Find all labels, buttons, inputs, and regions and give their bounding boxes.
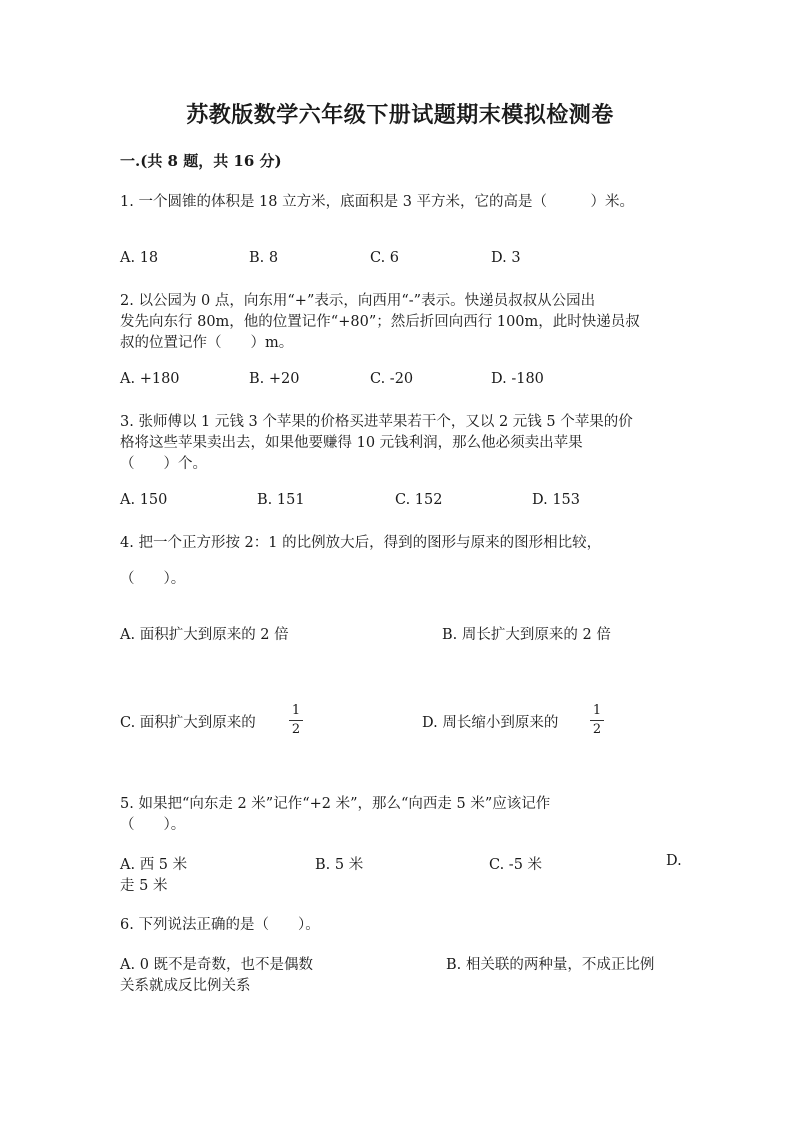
question-1-text: 1. 一个圆锥的体积是 18 立方米，底面积是 3 平方米，它的高是（ ）米。 (120, 194, 635, 210)
q4-option-d-fraction (590, 704, 604, 737)
q4-option-d: D. 周长缩小到原来的 (422, 715, 559, 731)
fraction-denominator: 2 (592, 722, 602, 737)
fraction-bar (289, 720, 303, 721)
question-3-line-1: 3. 张师傅以 1 元钱 3 个苹果的价格买进苹果若干个，又以 2 元钱 5 个苹果的价 (120, 414, 633, 430)
q2-option-c: C. -20 (370, 371, 414, 387)
question-2-line-1: 2. 以公园为 0 点，向东用“+”表示，向西用“-”表示。快递员叔叔从公园出 (120, 293, 596, 309)
question-6-text: 6. 下列说法正确的是（ ）。 (120, 917, 320, 933)
page-title: 苏教版数学六年级下册试题期末模拟检测卷 (186, 102, 614, 128)
q3-option-d: D. 153 (532, 492, 581, 508)
q5-option-d: D. (666, 853, 682, 869)
q1-option-a: A. 18 (120, 250, 159, 266)
q2-option-a: A. +180 (120, 371, 180, 387)
question-2-line-2: 发先向东行 80m，他的位置记作“+80”；然后折回向西行 100m，此时快递员叔 (120, 314, 640, 330)
q6-option-b: B. 相关联的两种量，不成正比例 (446, 957, 655, 973)
question-5-line-1: 5. 如果把“向东走 2 米”记作“+2 米”，那么“向西走 5 米”应该记作 (120, 796, 551, 812)
q1-option-d: D. 3 (491, 250, 521, 266)
q5-option-c: C. -5 米 (489, 857, 543, 873)
q2-option-b: B. +20 (249, 371, 300, 387)
q4-option-a: A. 面积扩大到原来的 2 倍 (120, 627, 289, 643)
question-4-line-2: （ ）。 (120, 571, 186, 587)
q3-option-b: B. 151 (257, 492, 305, 508)
fraction-numerator: 1 (592, 703, 602, 718)
section-heading: 一.(共 8 题，共 16 分) (120, 152, 282, 170)
q4-option-b: B. 周长扩大到原来的 2 倍 (442, 627, 611, 643)
fraction-numerator: 1 (291, 703, 301, 718)
q1-option-c: C. 6 (370, 250, 400, 266)
q1-option-b: B. 8 (249, 250, 279, 266)
q3-option-a: A. 150 (120, 492, 168, 508)
question-4-line-1: 4. 把一个正方形按 2：1 的比例放大后，得到的图形与原来的图形相比较， (120, 535, 602, 551)
q5-option-d-wrap: 走 5 米 (120, 878, 168, 894)
q4-option-c: C. 面积扩大到原来的 (120, 715, 256, 731)
question-3-line-2: 格将这些苹果卖出去，如果他要赚得 10 元钱利润，那么他必须卖出苹果 (120, 435, 583, 451)
q5-option-b: B. 5 米 (315, 857, 364, 873)
fraction-denominator: 2 (291, 722, 301, 737)
q5-option-a: A. 西 5 米 (120, 857, 188, 873)
q6-option-a: A. 0 既不是奇数，也不是偶数 (120, 957, 314, 973)
q2-option-d: D. -180 (491, 371, 544, 387)
question-5-line-2: （ ）。 (120, 817, 186, 833)
question-3-line-3: （ ）个。 (120, 456, 207, 472)
q4-option-c-fraction (289, 704, 303, 737)
q6-option-b-wrap: 关系就成反比例关系 (120, 978, 251, 994)
fraction-bar (590, 720, 604, 721)
q3-option-c: C. 152 (395, 492, 443, 508)
question-2-line-3: 叔的位置记作（ ）m。 (120, 335, 294, 351)
